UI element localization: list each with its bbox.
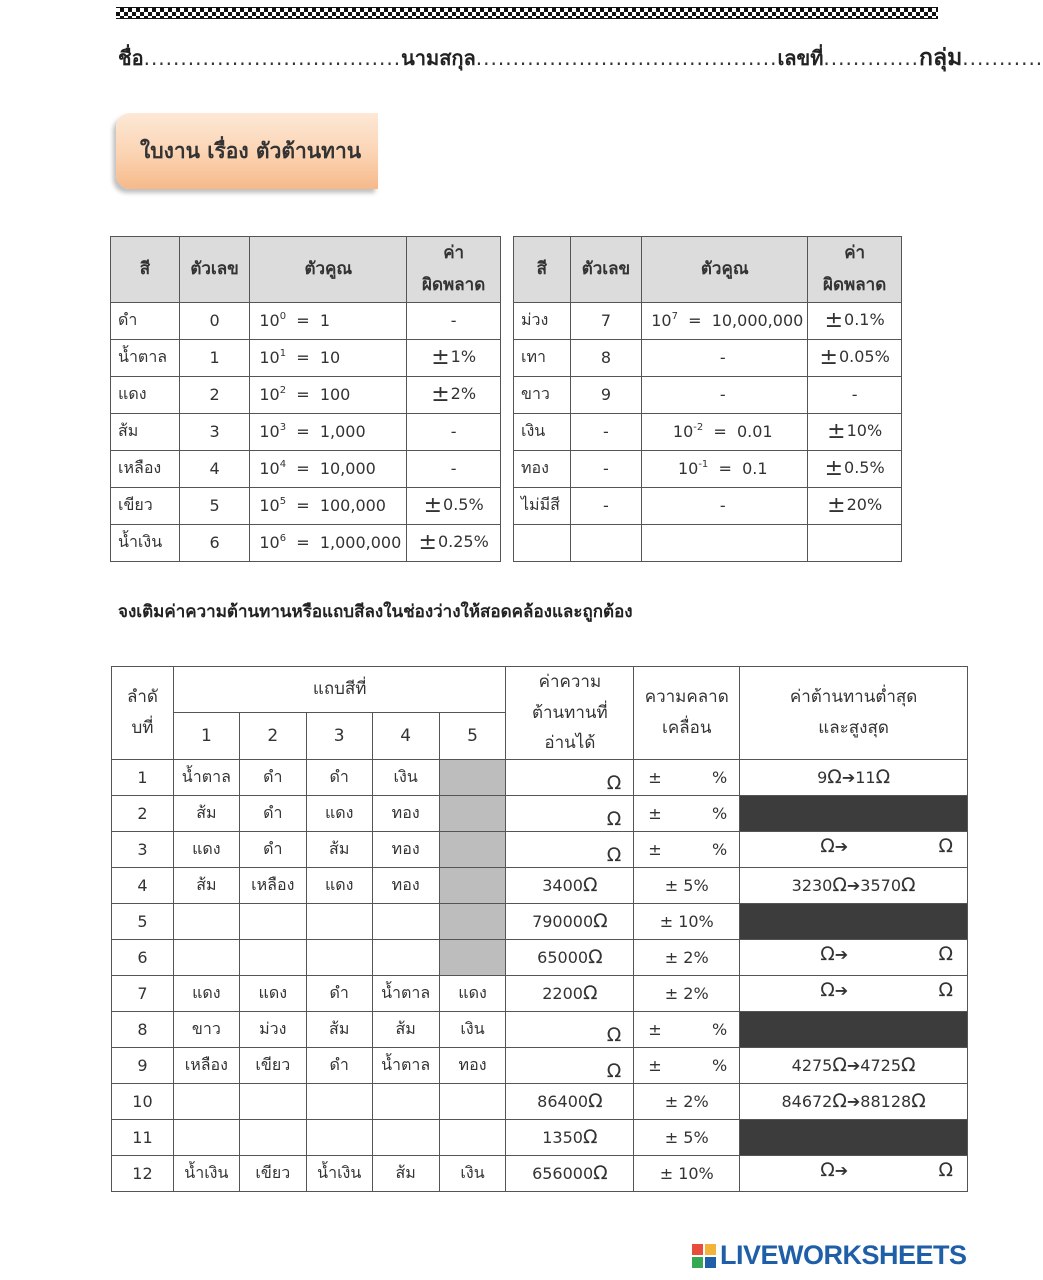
band-5-cell: เงิน — [439, 1011, 506, 1047]
row-number: 9 — [112, 1047, 174, 1083]
color-name: เหลือง — [111, 450, 180, 487]
band-5-cell[interactable] — [439, 1083, 506, 1119]
color-name: ขาว — [514, 376, 571, 413]
band-number-3: 3 — [306, 713, 372, 759]
tolerance-cell[interactable]: ± % — [634, 759, 740, 795]
range-cell: 9Ω➔11Ω — [740, 759, 968, 795]
digit-value: 9 — [570, 376, 642, 413]
table-row — [112, 1011, 968, 1047]
multiplier-value: $10^{-1} = 0.1$ — [642, 450, 808, 487]
arrow-icon: ➔ — [834, 1160, 849, 1180]
band-3-cell: ส้ม — [306, 1011, 372, 1047]
ohm-symbol: Ω — [606, 771, 622, 794]
header-multiplier: ตัวคูณ — [642, 237, 808, 303]
color-code-row — [111, 487, 501, 524]
row-number: 6 — [112, 939, 174, 975]
ohm-symbol: Ω — [606, 1059, 622, 1082]
resistance-value-cell[interactable] — [506, 1011, 634, 1047]
band-3-cell: ส้ม — [306, 831, 372, 867]
header-multiplier: ตัวคูณ — [250, 237, 407, 303]
band-3-cell: ดำ — [306, 975, 372, 1011]
student-info-line — [118, 40, 1043, 74]
multiplier-value: $10^5 = 100,000$ — [250, 487, 407, 524]
row-number: 2 — [112, 795, 174, 831]
color-code-table-right — [513, 236, 902, 562]
header-value: ค่าความ ต้านทานที่ อ่านได้ — [506, 667, 634, 760]
band-3-cell: ดำ — [306, 759, 372, 795]
band-1-cell: น้ำตาล — [173, 759, 239, 795]
ohm-symbol: Ω — [593, 910, 608, 933]
band-3-cell: ดำ — [306, 1047, 372, 1083]
band-2-cell: เหลือง — [239, 867, 306, 903]
tolerance-cell: ± 2% — [634, 975, 740, 1011]
ohm-symbol: Ω — [582, 874, 598, 897]
color-code-row — [111, 413, 501, 450]
band-1-cell[interactable] — [173, 939, 239, 975]
table-row — [112, 1119, 968, 1155]
multiplier-value: $10^0 = 1$ — [250, 302, 407, 339]
row-number: 3 — [112, 831, 174, 867]
table-row — [112, 939, 968, 975]
empty-cell — [514, 524, 571, 561]
range-cell: 3230Ω➔3570Ω — [740, 867, 968, 903]
band-number-4: 4 — [372, 713, 439, 759]
digit-value: 5 — [179, 487, 250, 524]
band-4-cell: ทอง — [372, 795, 439, 831]
color-code-row — [514, 450, 902, 487]
band-1-cell[interactable] — [173, 1083, 239, 1119]
digit-value: 2 — [179, 376, 250, 413]
table-row — [112, 903, 968, 939]
range-cell[interactable]: Ω➔ Ω — [740, 975, 968, 1011]
header-tolerance: ค่า ผิดพลาด — [808, 237, 902, 303]
range-cell[interactable]: Ω➔ Ω — [740, 831, 968, 867]
band-4-cell: เงิน — [372, 759, 439, 795]
color-code-row — [111, 302, 501, 339]
header-digit: ตัวเลข — [179, 237, 250, 303]
range-cell — [740, 795, 968, 831]
color-code-row — [111, 524, 501, 561]
band-5-cell[interactable] — [439, 903, 506, 939]
multiplier-value: $10^{-2} = 0.01$ — [642, 413, 808, 450]
tolerance-cell[interactable]: ± % — [634, 1047, 740, 1083]
color-code-row — [111, 376, 501, 413]
band-number-5: 5 — [439, 713, 506, 759]
color-code-row — [514, 487, 902, 524]
color-code-row — [514, 376, 902, 413]
resistance-value-cell: 65000Ω — [506, 939, 634, 975]
band-5-cell[interactable] — [439, 831, 506, 867]
table-header-row — [514, 237, 902, 303]
color-name: เงิน — [514, 413, 571, 450]
band-3-cell: น้ำเงิน — [306, 1155, 372, 1191]
ohm-symbol: Ω — [588, 946, 603, 969]
color-name: น้ำตาล — [111, 339, 180, 376]
band-4-cell: ทอง — [372, 831, 439, 867]
tolerance-value: - — [808, 376, 902, 413]
header-color: สี — [514, 237, 571, 303]
band-3-cell[interactable] — [306, 903, 372, 939]
band-2-cell: แดง — [239, 975, 306, 1011]
resistance-value-cell[interactable] — [506, 759, 634, 795]
table-row — [112, 759, 968, 795]
tolerance-value: ±2% — [407, 376, 501, 413]
tolerance-value: ±10% — [808, 413, 902, 450]
resistance-value-cell: 2200Ω — [506, 975, 634, 1011]
band-1-cell: แดง — [173, 975, 239, 1011]
band-4-cell: ส้ม — [372, 1155, 439, 1191]
multiplier-value: $10^1 = 10$ — [250, 339, 407, 376]
multiplier-value: $10^3 = 1,000$ — [250, 413, 407, 450]
band-2-cell[interactable] — [239, 1083, 306, 1119]
multiplier-value: - — [642, 339, 808, 376]
band-2-cell: เขียว — [239, 1047, 306, 1083]
range-cell: 84672Ω➔88128Ω — [740, 1083, 968, 1119]
band-5-cell[interactable] — [439, 867, 506, 903]
multiplier-value: - — [642, 376, 808, 413]
arrow-icon: ➔ — [834, 944, 849, 964]
range-cell[interactable]: Ω➔ Ω — [740, 1155, 968, 1191]
color-code-row — [514, 413, 902, 450]
row-number: 11 — [112, 1119, 174, 1155]
tolerance-cell: ± 5% — [634, 867, 740, 903]
band-5-cell[interactable] — [439, 795, 506, 831]
band-5-cell: ทอง — [439, 1047, 506, 1083]
resistance-value-cell[interactable] — [506, 795, 634, 831]
digit-value: 1 — [179, 339, 250, 376]
page-title: ใบงาน เรื่อง ตัวต้านทาน — [140, 139, 362, 163]
header-digit: ตัวเลข — [570, 237, 642, 303]
band-2-cell: ดำ — [239, 831, 306, 867]
header-bands: แถบสีที่ — [173, 667, 506, 713]
table-header-row — [111, 237, 501, 303]
tolerance-cell[interactable]: ± % — [634, 831, 740, 867]
multiplier-value: - — [642, 487, 808, 524]
multiplier-value: $10^4 = 10,000$ — [250, 450, 407, 487]
band-2-cell[interactable] — [239, 903, 306, 939]
band-2-cell: ดำ — [239, 759, 306, 795]
multiplier-value: $10^2 = 100$ — [250, 376, 407, 413]
band-3-cell[interactable] — [306, 939, 372, 975]
tolerance-value: ±0.05% — [808, 339, 902, 376]
color-name: น้ำเงิน — [111, 524, 180, 561]
tolerance-value: ±20% — [808, 487, 902, 524]
band-5-cell: เงิน — [439, 1155, 506, 1191]
color-code-row — [111, 339, 501, 376]
liveworksheets-logo — [692, 1240, 992, 1274]
empty-cell — [570, 524, 642, 561]
tolerance-value: ±0.5% — [808, 450, 902, 487]
number-field[interactable]: ............. — [823, 46, 920, 70]
band-4-cell[interactable] — [372, 1119, 439, 1155]
tolerance-cell: ± 10% — [634, 903, 740, 939]
row-number: 12 — [112, 1155, 174, 1191]
name-label: ชื่อ — [118, 46, 144, 70]
band-3-cell[interactable] — [306, 1083, 372, 1119]
range-cell[interactable]: Ω➔ Ω — [740, 939, 968, 975]
band-2-cell: ดำ — [239, 795, 306, 831]
band-1-cell: ส้ม — [173, 795, 239, 831]
table-row — [112, 795, 968, 831]
range-cell — [740, 1011, 968, 1047]
band-4-cell: ส้ม — [372, 1011, 439, 1047]
band-1-cell: ขาว — [173, 1011, 239, 1047]
table-row — [112, 1047, 968, 1083]
range-cell — [740, 903, 968, 939]
band-5-cell[interactable] — [439, 939, 506, 975]
ohm-symbol: Ω — [588, 1090, 603, 1113]
color-name: เขียว — [111, 487, 180, 524]
band-3-cell: แดง — [306, 795, 372, 831]
color-name: ม่วง — [514, 302, 571, 339]
tolerance-value: ±0.1% — [808, 302, 902, 339]
tolerance-cell: ± 2% — [634, 1083, 740, 1119]
band-1-cell[interactable] — [173, 903, 239, 939]
ohm-symbol: Ω — [582, 1126, 598, 1149]
digit-value: - — [570, 450, 642, 487]
tolerance-cell: ± 5% — [634, 1119, 740, 1155]
row-number: 8 — [112, 1011, 174, 1047]
header-range: ค่าต้านทานต่ำสุด และสูงสุด — [740, 667, 968, 760]
band-2-cell: ม่วง — [239, 1011, 306, 1047]
band-number-2: 2 — [239, 713, 306, 759]
ohm-symbol: Ω — [582, 982, 598, 1005]
band-4-cell[interactable] — [372, 1083, 439, 1119]
instruction-text: จงเติมค่าความต้านทานหรือแถบสีลงในช่องว่างให้สอดคล้องและถูกต้อง — [118, 602, 633, 622]
band-1-cell: น้ำเงิน — [173, 1155, 239, 1191]
header-order: ลำดั บที่ — [112, 667, 174, 760]
header-color: สี — [111, 237, 180, 303]
logo-icon — [692, 1244, 718, 1270]
color-name: แดง — [111, 376, 180, 413]
band-4-cell: น้ำตาล — [372, 975, 439, 1011]
band-2-cell[interactable] — [239, 939, 306, 975]
ohm-symbol: Ω — [606, 843, 622, 866]
arrow-icon: ➔ — [834, 980, 849, 1000]
arrow-icon: ➔ — [841, 768, 856, 788]
color-code-row — [514, 339, 902, 376]
tolerance-cell: ± 10% — [634, 1155, 740, 1191]
band-5-cell[interactable] — [439, 759, 506, 795]
band-1-cell[interactable] — [173, 1119, 239, 1155]
group-label: กลุ่ม — [919, 45, 963, 71]
arrow-icon: ➔ — [846, 876, 861, 896]
header-tolerance: ค่า ผิดพลาด — [407, 237, 501, 303]
group-field[interactable]: ........... — [962, 46, 1043, 70]
empty-cell — [642, 524, 808, 561]
color-code-table-left — [110, 236, 501, 562]
title-banner — [116, 113, 378, 189]
band-3-cell: แดง — [306, 867, 372, 903]
digit-value: 3 — [179, 413, 250, 450]
multiplier-value: $10^7 = 10,000,000$ — [642, 302, 808, 339]
table-row — [112, 975, 968, 1011]
table-row — [112, 1155, 968, 1191]
row-number: 4 — [112, 867, 174, 903]
tolerance-value: - — [407, 450, 501, 487]
band-2-cell[interactable] — [239, 1119, 306, 1155]
arrow-icon: ➔ — [846, 1092, 861, 1112]
tolerance-value: ±0.5% — [407, 487, 501, 524]
band-5-cell: แดง — [439, 975, 506, 1011]
ohm-symbol: Ω — [606, 807, 622, 830]
band-1-cell: เหลือง — [173, 1047, 239, 1083]
digit-value: 7 — [570, 302, 642, 339]
table-header-row — [112, 667, 968, 713]
tolerance-value: - — [407, 302, 501, 339]
digit-value: 0 — [179, 302, 250, 339]
multiplier-value: $10^6 = 1,000,000$ — [250, 524, 407, 561]
band-4-cell[interactable] — [372, 939, 439, 975]
surname-label: นามสกุล — [401, 46, 476, 70]
band-5-cell[interactable] — [439, 1119, 506, 1155]
digit-value: - — [570, 413, 642, 450]
digit-value: 6 — [179, 524, 250, 561]
color-name: ทอง — [514, 450, 571, 487]
band-number-1: 1 — [173, 713, 239, 759]
resistance-value-cell: 1350Ω — [506, 1119, 634, 1155]
empty-row — [514, 524, 902, 561]
ohm-symbol: Ω — [606, 1023, 622, 1046]
resistance-value-cell[interactable] — [506, 1047, 634, 1083]
resistance-value-cell[interactable] — [506, 831, 634, 867]
range-cell: 4275Ω➔4725Ω — [740, 1047, 968, 1083]
resistance-value-cell: 86400Ω — [506, 1083, 634, 1119]
band-4-cell: ทอง — [372, 867, 439, 903]
tolerance-value: - — [407, 413, 501, 450]
row-number: 5 — [112, 903, 174, 939]
digit-value: - — [570, 487, 642, 524]
arrow-icon: ➔ — [846, 1056, 861, 1076]
color-name: ดำ — [111, 302, 180, 339]
arrow-icon: ➔ — [834, 836, 849, 856]
digit-value: 8 — [570, 339, 642, 376]
tolerance-cell[interactable]: ± % — [634, 1011, 740, 1047]
tolerance-value: ±0.25% — [407, 524, 501, 561]
name-field[interactable]: ................................... — [143, 46, 402, 70]
resistance-value-cell: 3400Ω — [506, 867, 634, 903]
band-4-cell: น้ำตาล — [372, 1047, 439, 1083]
row-number: 7 — [112, 975, 174, 1011]
range-cell — [740, 1119, 968, 1155]
table-row — [112, 1083, 968, 1119]
tolerance-value: ±1% — [407, 339, 501, 376]
surname-field[interactable]: ......................................... — [475, 46, 778, 70]
row-number: 1 — [112, 759, 174, 795]
ohm-symbol: Ω — [593, 1162, 608, 1185]
band-4-cell[interactable] — [372, 903, 439, 939]
worksheet-table — [111, 666, 968, 1192]
color-name: ไม่มีสี — [514, 487, 571, 524]
band-3-cell[interactable] — [306, 1119, 372, 1155]
resistance-value-cell: 656000Ω — [506, 1155, 634, 1191]
resistance-value-cell: 790000Ω — [506, 903, 634, 939]
color-name: เทา — [514, 339, 571, 376]
band-1-cell: แดง — [173, 831, 239, 867]
number-label: เลขที่ — [777, 46, 824, 70]
color-code-row — [111, 450, 501, 487]
empty-cell — [808, 524, 902, 561]
band-2-cell: เขียว — [239, 1155, 306, 1191]
row-number: 10 — [112, 1083, 174, 1119]
digit-value: 4 — [179, 450, 250, 487]
tolerance-cell[interactable]: ± % — [634, 795, 740, 831]
table-row — [112, 867, 968, 903]
tolerance-cell: ± 2% — [634, 939, 740, 975]
color-code-row — [514, 302, 902, 339]
header-deviation: ความคลาด เคลื่อน — [634, 667, 740, 760]
brand-name: LIVEWORKSHEETS — [720, 1240, 967, 1270]
table-row — [112, 831, 968, 867]
color-name: ส้ม — [111, 413, 180, 450]
band-1-cell: ส้ม — [173, 867, 239, 903]
checkered-border — [116, 7, 938, 19]
